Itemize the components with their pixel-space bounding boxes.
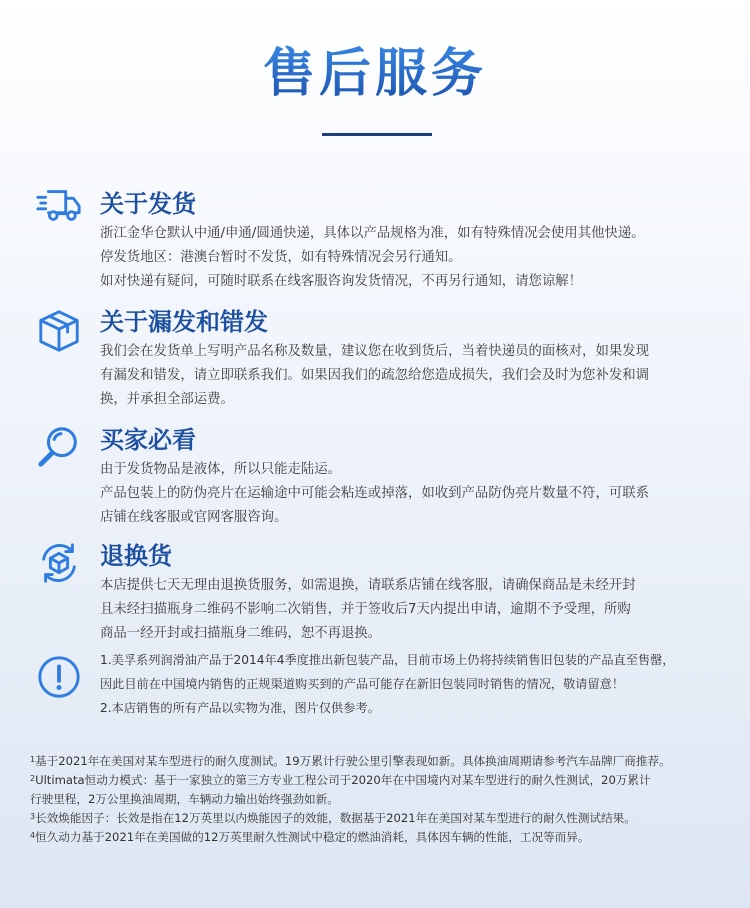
section-body bbox=[100, 648, 724, 720]
section-line: 我们会在发货单上写明产品名称及数量，建议您在收到货后，当着快递员的面核对，如果发现 bbox=[100, 344, 650, 359]
footnote bbox=[30, 771, 730, 790]
footnote-text: 恒久动力基于2021年在美国做的12万英里耐久性测试中稳定的燃油消耗，具体因车辆的性能，工况等而异。 bbox=[35, 830, 590, 844]
footnote-mark: 2 bbox=[30, 774, 36, 783]
exclamation-icon bbox=[36, 654, 82, 700]
section-line: 商品一经开封或扫描瓶身二维码，恕不再退换。 bbox=[100, 626, 382, 641]
delivery-truck-icon bbox=[36, 182, 82, 228]
magnifier-icon bbox=[36, 424, 82, 470]
section-line: 有漏发和错发，请立即联系我们。如果因我们的疏忽给您造成损失，我们会及时为您补发和调 bbox=[100, 368, 650, 383]
footnote bbox=[30, 752, 730, 771]
section-line: 产品包装上的防伪亮片在运输途中可能会粘连或掉落，如收到产品防伪亮片数量不符，可联系 bbox=[100, 486, 650, 501]
section-body bbox=[100, 340, 724, 412]
page-title: 售后服务 bbox=[0, 38, 750, 110]
section-line: 本店提供七天无理由退换货服务，如需退换，请联系店铺在线客服，请确保商品是未经开封 bbox=[100, 578, 636, 593]
section-body bbox=[100, 458, 724, 530]
footnotes bbox=[30, 752, 730, 847]
section-line: 由于发货物品是液体，所以只能走陆运。 bbox=[100, 462, 342, 477]
section-line: 1.美孚系列润滑油产品于2014年4季度推出新包装产品，目前市场上仍将持续销售旧包装的产品直至售罄， bbox=[100, 653, 675, 667]
section-line: 停发货地区：港澳台暂时不发货，如有特殊情况会另行通知。 bbox=[100, 250, 462, 265]
section-line: 2.本店销售的所有产品以实物为准，图片仅供参考。 bbox=[100, 701, 380, 715]
footnote-text: 行驶里程，2万公里换油周期，车辆动力输出始终强劲如新。 bbox=[30, 792, 339, 806]
footnote-text: 基于2021年在美国对某车型进行的耐久度测试。19万累计行驶公里引擎表现如新。具体换油周期请参考汽车品牌厂商推荐。 bbox=[35, 754, 671, 768]
footnote-text: Ultimata恒动力模式：基于一家独立的第三方专业工程公司于2020年在中国境内对某车型进行的耐久性测试，20万累计 bbox=[35, 773, 651, 787]
section-heading: 买家必看 bbox=[100, 426, 196, 454]
footnote-mark: 3 bbox=[30, 812, 36, 821]
title-underline bbox=[322, 133, 432, 136]
footnote bbox=[30, 809, 730, 828]
section-line: 且未经扫描瓶身二维码不影响二次销售，并于签收后7天内提出申请，逾期不予受理，所购 bbox=[100, 602, 631, 617]
section-line: 店铺在线客服或官网客服咨询。 bbox=[100, 510, 288, 525]
footnote-text: 长效焕能因子：长效是指在12万英里以内焕能因子的效能，数据基于2021年在美国对某车型进行的耐久性测试结果。 bbox=[35, 811, 636, 825]
section-line: 如对快递有疑问，可随时联系在线客服咨询发货情况，不再另行通知，请您谅解！ bbox=[100, 274, 583, 289]
footnote-mark: 4 bbox=[30, 831, 36, 840]
section-heading: 退换货 bbox=[100, 542, 172, 570]
footnote bbox=[30, 828, 730, 847]
section-heading: 关于漏发和错发 bbox=[100, 308, 268, 336]
return-exchange-icon bbox=[36, 540, 82, 586]
footnote bbox=[30, 790, 730, 809]
section-line: 换，并承担全部运费。 bbox=[100, 392, 234, 407]
section-line: 浙江金华仓默认中通/申通/圆通快递，具体以产品规格为准，如有特殊情况会使用其他快递。 bbox=[100, 226, 645, 241]
section-heading: 关于发货 bbox=[100, 190, 196, 218]
package-box-icon bbox=[36, 308, 82, 354]
footnote-mark: 1 bbox=[30, 755, 36, 764]
section-body bbox=[100, 222, 724, 294]
section-line: 因此目前在中国境内销售的正规渠道购买到的产品可能存在新旧包装同时销售的情况，敬请留意！ bbox=[100, 677, 625, 691]
section-body bbox=[100, 574, 724, 646]
